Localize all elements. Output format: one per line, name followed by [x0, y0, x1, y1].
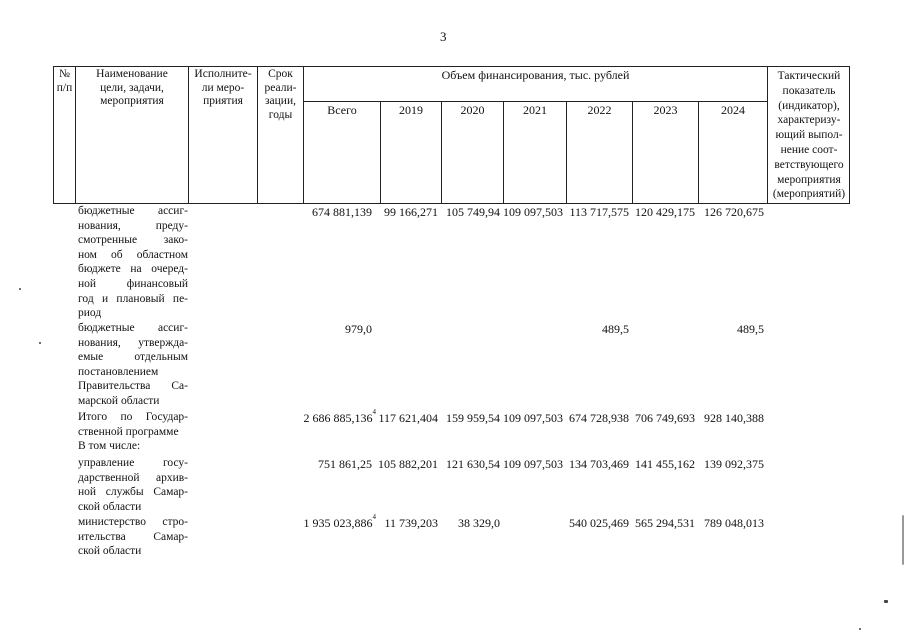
- cell-value: 120 429,175: [635, 205, 695, 219]
- header-year-2019: 2019: [399, 103, 423, 117]
- header-num: № п/п: [56, 68, 73, 94]
- row-name: [78, 456, 188, 514]
- cell-value: 109 097,503: [503, 205, 563, 219]
- row-name-line: бюджетные ассиг-: [78, 322, 188, 334]
- header-total: Всего: [327, 103, 357, 117]
- cell-value: 113 717,575: [569, 205, 629, 219]
- row-name: [78, 410, 188, 454]
- cell-value: 540 025,469: [569, 516, 629, 530]
- cell-total: [303, 408, 377, 426]
- row-name-line: ственной программе: [78, 425, 179, 438]
- footnote-mark: 4: [372, 513, 376, 521]
- cell-value: 11 739,203: [384, 516, 438, 530]
- cell-value: 105 749,94: [446, 205, 500, 219]
- row-name-line: ской области: [78, 545, 142, 558]
- cell-value: 105 882,201: [378, 457, 438, 471]
- cell-y2024: [704, 411, 764, 426]
- row-name-line: нования, утвержда-: [78, 336, 188, 349]
- header-indicator: Тактический показатель (индикатор), характеризу- ющий выпол- нение соот- ветствующего мероприятия (мероприятий): [772, 70, 846, 201]
- row-name-line: марской области: [78, 394, 160, 407]
- cell-y2024: [704, 205, 764, 220]
- cell-total: [318, 457, 372, 472]
- row-name-line: год и плановый пе-: [78, 292, 188, 305]
- cell-value: 2 686 885,136: [303, 411, 373, 425]
- cell-y2024: [704, 516, 764, 531]
- header-name: Наименование цели, задачи, мероприятия: [96, 68, 168, 107]
- cell-value: 109 097,503: [503, 457, 563, 471]
- row-name-line: министерство стро-: [78, 516, 188, 528]
- row-name-line: нования, преду-: [78, 219, 188, 232]
- cell-y2022: [569, 411, 629, 426]
- cell-y2023: [635, 411, 695, 426]
- cell-value: 979,0: [345, 322, 372, 336]
- row-name-line: Итого по Государ-: [78, 411, 188, 423]
- cell-y2019: [384, 516, 438, 531]
- cell-value: 99 166,271: [384, 205, 438, 219]
- cell-value: 117 621,404: [378, 411, 438, 425]
- cell-value: 489,5: [737, 322, 764, 336]
- cell-value: 134 703,469: [569, 457, 629, 471]
- row-name-line: дарственной архив-: [78, 471, 188, 484]
- cell-y2019: [378, 457, 438, 472]
- cell-y2023: [635, 205, 695, 220]
- cell-value: 1 935 023,886: [303, 516, 373, 530]
- cell-value: 141 455,162: [635, 457, 695, 471]
- cell-value: 139 092,375: [704, 457, 764, 471]
- page-number: 3: [440, 29, 447, 44]
- scan-edge-mark: [902, 515, 904, 565]
- cell-total: [312, 205, 372, 220]
- row-name-line: риод: [78, 307, 102, 320]
- cell-y2020: [458, 516, 500, 531]
- cell-y2022: [602, 322, 629, 337]
- header-term: Срок реали- зации, годы: [264, 68, 297, 121]
- row-name-line: управление госу-: [78, 457, 188, 469]
- cell-y2021: [503, 205, 563, 220]
- row-name-line: ном об областном: [78, 248, 188, 261]
- cell-y2023: [635, 457, 695, 472]
- row-name: [78, 515, 188, 559]
- row-name-line: емые отдельным: [78, 351, 188, 364]
- scan-speck: [39, 342, 41, 344]
- cell-value: 126 720,675: [704, 205, 764, 219]
- cell-value: 928 140,388: [704, 411, 764, 425]
- cell-y2023: [635, 516, 695, 531]
- header-executors: Исполните- ли меро- приятия: [194, 68, 252, 107]
- cell-y2022: [569, 205, 629, 220]
- cell-y2024: [737, 322, 764, 337]
- cell-value: 38 329,0: [458, 516, 500, 530]
- cell-y2019: [384, 205, 438, 220]
- cell-y2020: [446, 411, 500, 426]
- header-year-2021: 2021: [523, 103, 547, 117]
- header-finance: Объем финансирования, тыс. рублей: [441, 68, 630, 82]
- cell-y2021: [503, 457, 563, 472]
- scan-speck: [884, 600, 888, 603]
- scan-speck: [859, 628, 861, 630]
- cell-total: [345, 322, 372, 337]
- row-name-line: ной финансовый: [78, 277, 188, 290]
- cell-y2024: [704, 457, 764, 472]
- cell-value: 674 728,938: [569, 411, 629, 425]
- row-name-line: бюджете на очеред-: [78, 263, 188, 276]
- header-year-2022: 2022: [587, 103, 612, 117]
- cell-value: 751 861,25: [318, 457, 372, 471]
- row-name-line: бюджетные ассиг-: [78, 205, 188, 217]
- cell-total: [303, 513, 377, 531]
- cell-y2020: [446, 205, 500, 220]
- row-name-line: В том числе:: [78, 440, 141, 453]
- header-year-2020: 2020: [460, 103, 485, 117]
- cell-y2022: [569, 457, 629, 472]
- header-year-2024: 2024: [721, 103, 745, 117]
- cell-value: 789 048,013: [704, 516, 764, 530]
- cell-value: 489,5: [602, 322, 629, 336]
- row-name-line: Правительства Са-: [78, 380, 188, 393]
- cell-value: 706 749,693: [635, 411, 695, 425]
- header-year-2023: 2023: [653, 103, 678, 117]
- scan-speck: [19, 288, 21, 290]
- cell-value: 109 097,503: [503, 411, 563, 425]
- row-name-line: ской области: [78, 500, 142, 513]
- cell-y2022: [569, 516, 629, 531]
- cell-y2020: [446, 457, 500, 472]
- row-name: [78, 321, 188, 409]
- cell-value: 121 630,54: [446, 457, 500, 471]
- cell-y2019: [378, 411, 438, 426]
- row-name-line: ительства Самар-: [78, 530, 188, 543]
- row-name-line: ной службы Самар-: [78, 486, 188, 499]
- cell-y2021: [503, 411, 563, 426]
- row-name: [78, 204, 188, 321]
- footnote-mark: 4: [372, 408, 376, 416]
- row-name-line: смотренные зако-: [78, 234, 188, 247]
- cell-value: 159 959,54: [446, 411, 500, 425]
- cell-value: 565 294,531: [635, 516, 695, 530]
- cell-value: 674 881,139: [312, 205, 372, 219]
- row-name-line: постановлением: [78, 365, 159, 378]
